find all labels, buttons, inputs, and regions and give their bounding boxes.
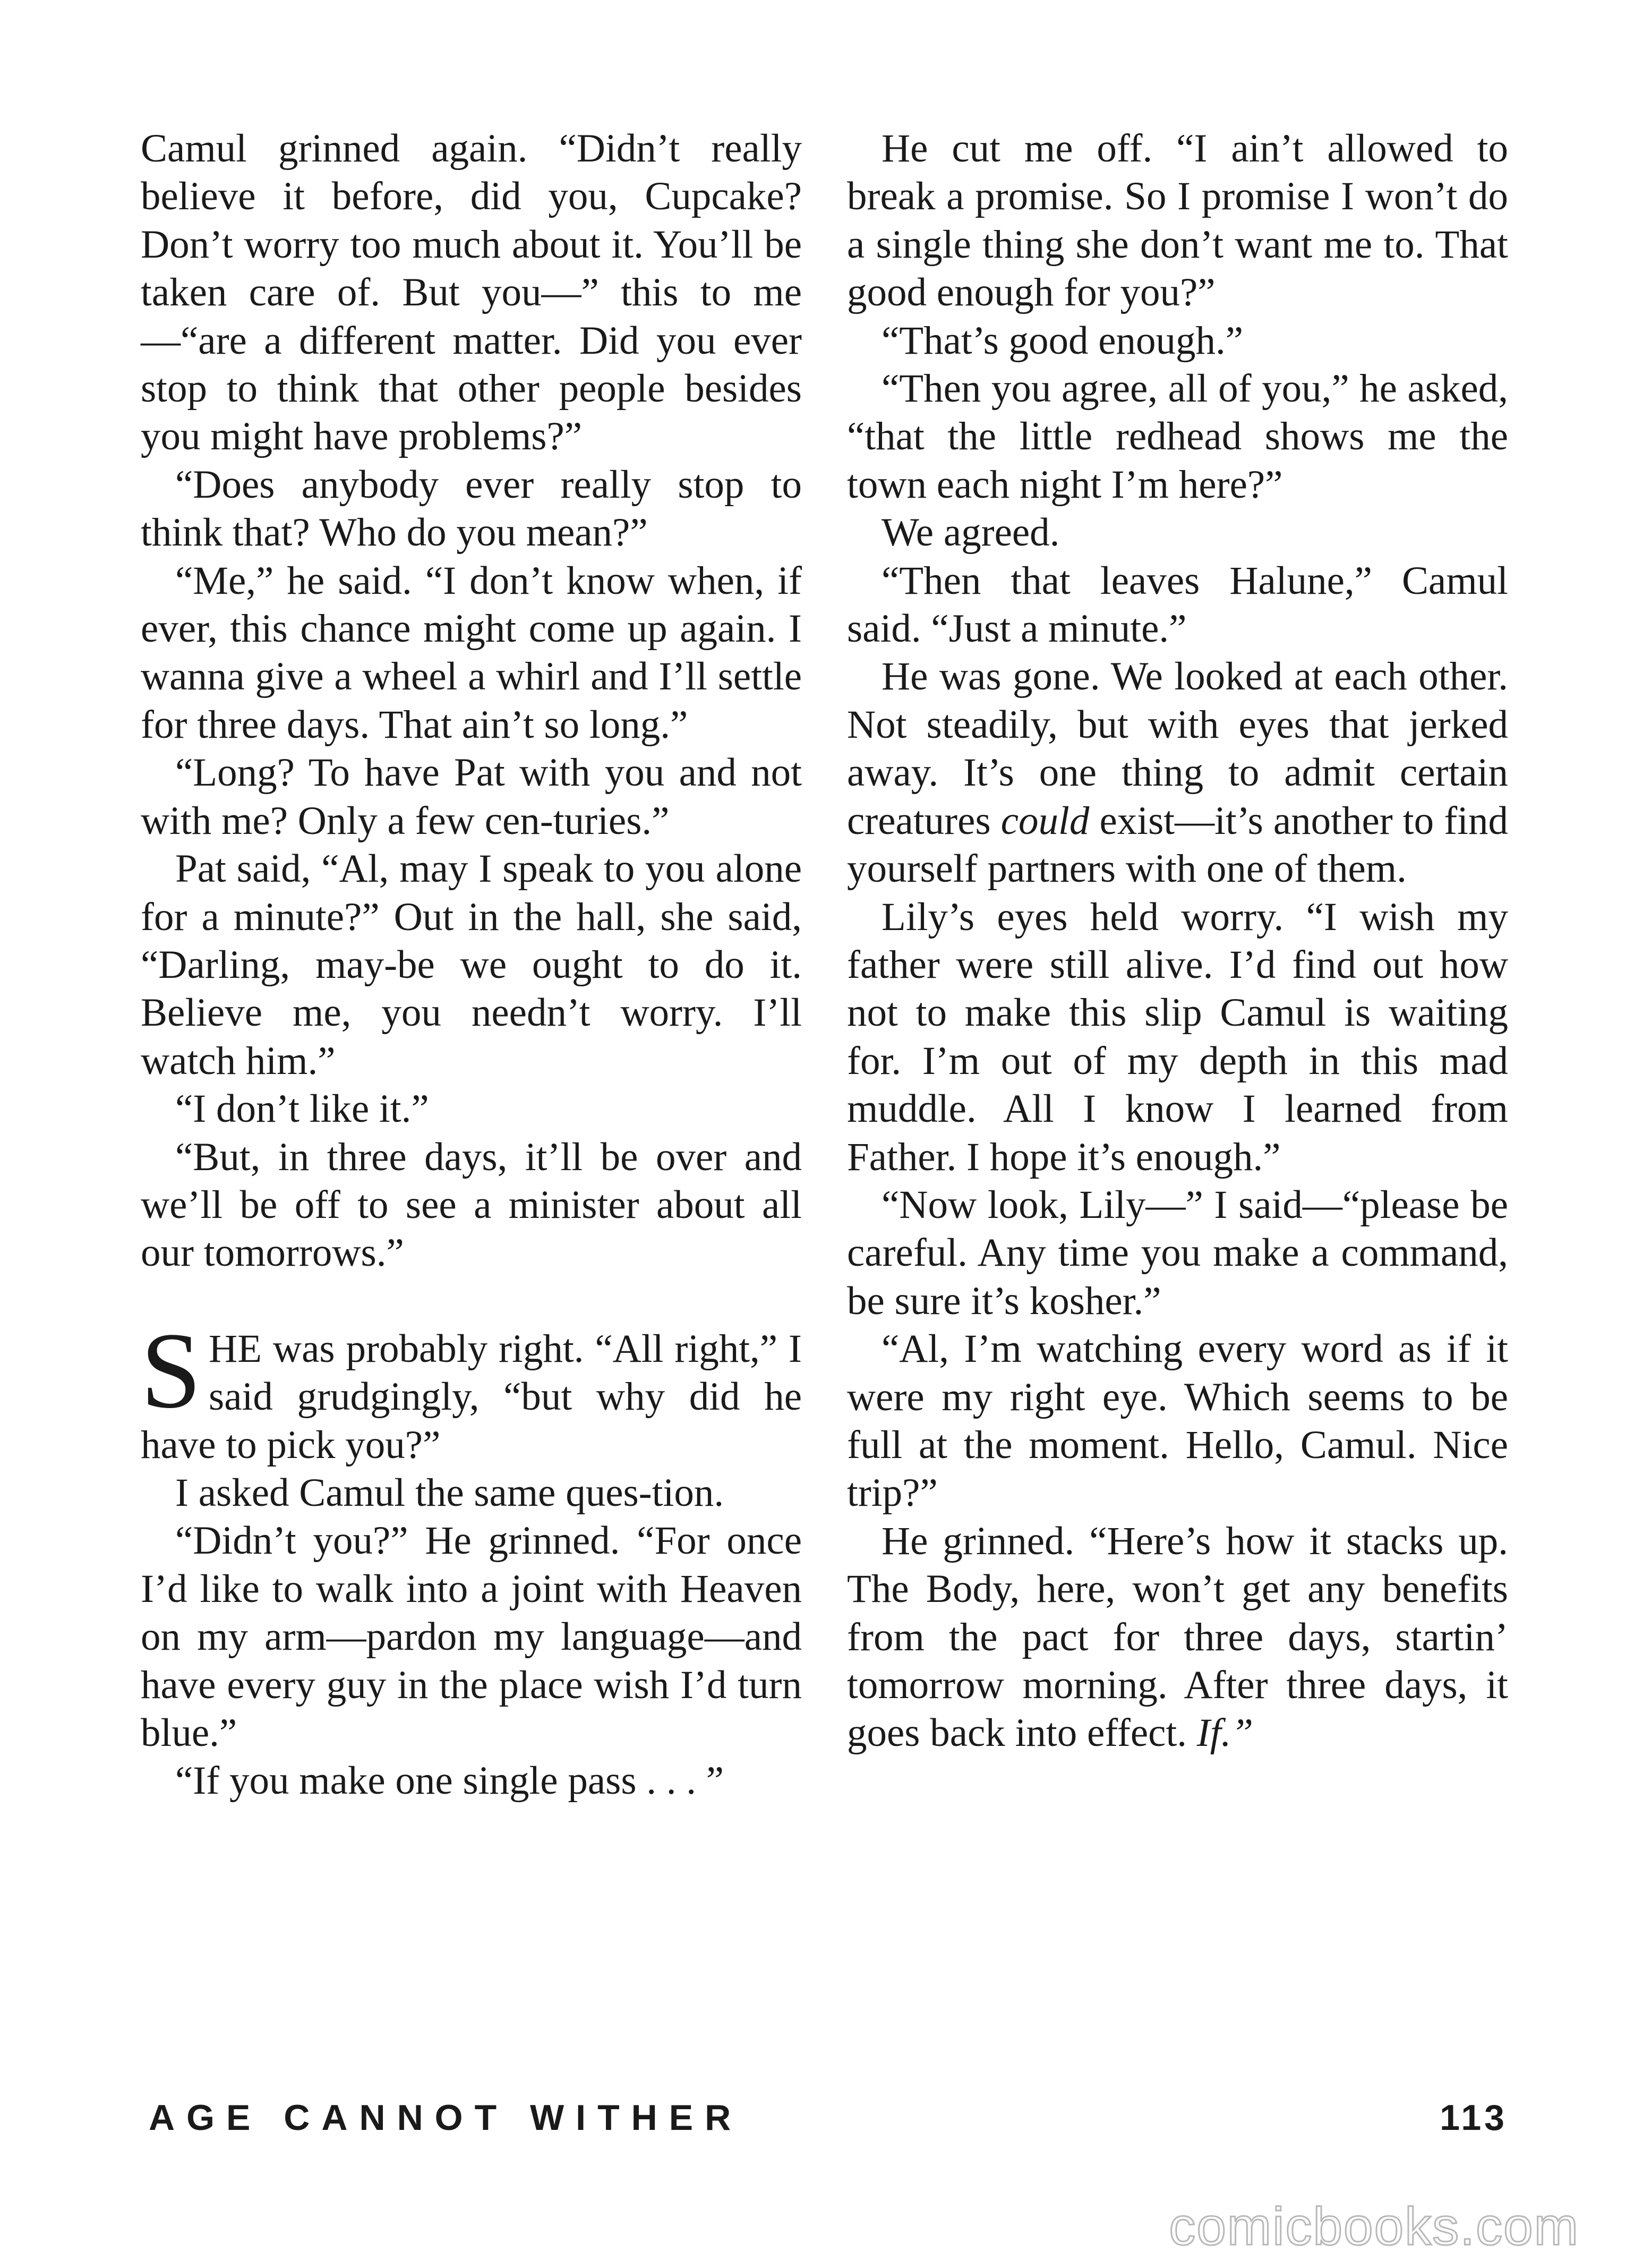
- paragraph: Camul grinned again. “Didn’t really believe it before, did you, Cupcake? Don’t worry too much about it. You’ll be taken care of. But you—” this to me—“are a different matter. Did you ever stop to think that other people besides you might have problems?”: [141, 126, 802, 459]
- paragraph: “Then that leaves Halune,” Camul said. “Just a minute.”: [847, 558, 1508, 651]
- paragraph: [847, 653, 1508, 893]
- running-footer-title: AGE CANNOT WITHER: [149, 2098, 743, 2138]
- paragraph: “Didn’t you?” He grinned. “For once I’d like to walk into a joint with Heaven on my arm—pardon my language—and have every guy in the place wish I’d turn blue.”: [141, 1519, 802, 1755]
- paragraph: “Me,” he said. “I don’t know when, if ever, this chance might come up again. I wanna give a wheel a whirl and I’ll settle for three days. That ain’t so long.”: [141, 558, 802, 747]
- section-break: [141, 1277, 802, 1325]
- paragraph: “Then you agree, all of you,” he asked, “that the little redhead shows me the town each night I’m here?”: [847, 366, 1508, 507]
- drop-cap-letter: S: [141, 1310, 202, 1431]
- paragraph: “But, in three days, it’ll be over and we’ll be off to see a minister about all our tomorrows.”: [141, 1135, 802, 1275]
- paragraph: “Now look, Lily—” I said—“please be careful. Any time you make a command, be sure it’s kosher.”: [847, 1182, 1508, 1323]
- paragraph: Pat said, “Al, may I speak to you alone for a minute?” Out in the hall, she said, “Darling, may-be we ought to do it. Believe me, you needn’t worry. I’ll watch him.”: [141, 847, 802, 1083]
- paragraph-text: He was gone. We looked at each other. Not steadily, but with eyes that jerked away. It’s one thing to admit certain creatures: [847, 654, 1508, 843]
- section-opening-paragraph: [141, 1310, 802, 1469]
- paragraph: “Long? To have Pat with you and not with me? Only a few cen-turies.”: [141, 751, 802, 843]
- paragraph: “Does anybody ever really stop to think that? Who do you mean?”: [141, 462, 802, 555]
- paragraph: “If you make one single pass . . . ”: [175, 1759, 724, 1803]
- italic-word: If.”: [1196, 1711, 1254, 1755]
- paragraph: We agreed.: [882, 510, 1060, 555]
- paragraph-text: He grinned. “Here’s how it stacks up. The Body, here, won’t get any benefits from the pact for three days, startin’ tomorrow morning. After three days, it goes back into effect.: [847, 1519, 1508, 1755]
- paragraph: “Al, I’m watching every word as if it were my right eye. Which seems to be full at the moment. Hello, Camul. Nice trip?”: [847, 1327, 1508, 1515]
- paragraph: [847, 1517, 1508, 1758]
- paragraph: “That’s good enough.”: [882, 318, 1244, 363]
- watermark-text: comicbooks.com: [1169, 2197, 1579, 2256]
- paragraph: “I don’t like it.”: [175, 1087, 429, 1131]
- paragraph-text: exist—it’s another to find yourself partners with one of them.: [847, 798, 1509, 891]
- page-number: 113: [1440, 2098, 1508, 2138]
- paragraph-text: HE was probably right. “All right,” I said grudgingly, “but why did he have to pick you?”: [141, 1326, 802, 1467]
- left-text-column: [141, 125, 802, 1805]
- paragraph: I asked Camul the same ques-tion.: [175, 1470, 724, 1515]
- paragraph: He cut me off. “I ain’t allowed to break a promise. So I promise I won’t do a single thing she don’t want me to. That good enough for you?”: [847, 126, 1508, 315]
- italic-word: could: [1000, 798, 1090, 843]
- right-text-column: [847, 125, 1508, 1758]
- paragraph: Lily’s eyes held worry. “I wish my father were still alive. I’d find out how not to make this slip Camul is waiting for. I’m out of my depth in this mad muddle. All I know I learned from Father. I hope it’s enough.”: [847, 894, 1508, 1179]
